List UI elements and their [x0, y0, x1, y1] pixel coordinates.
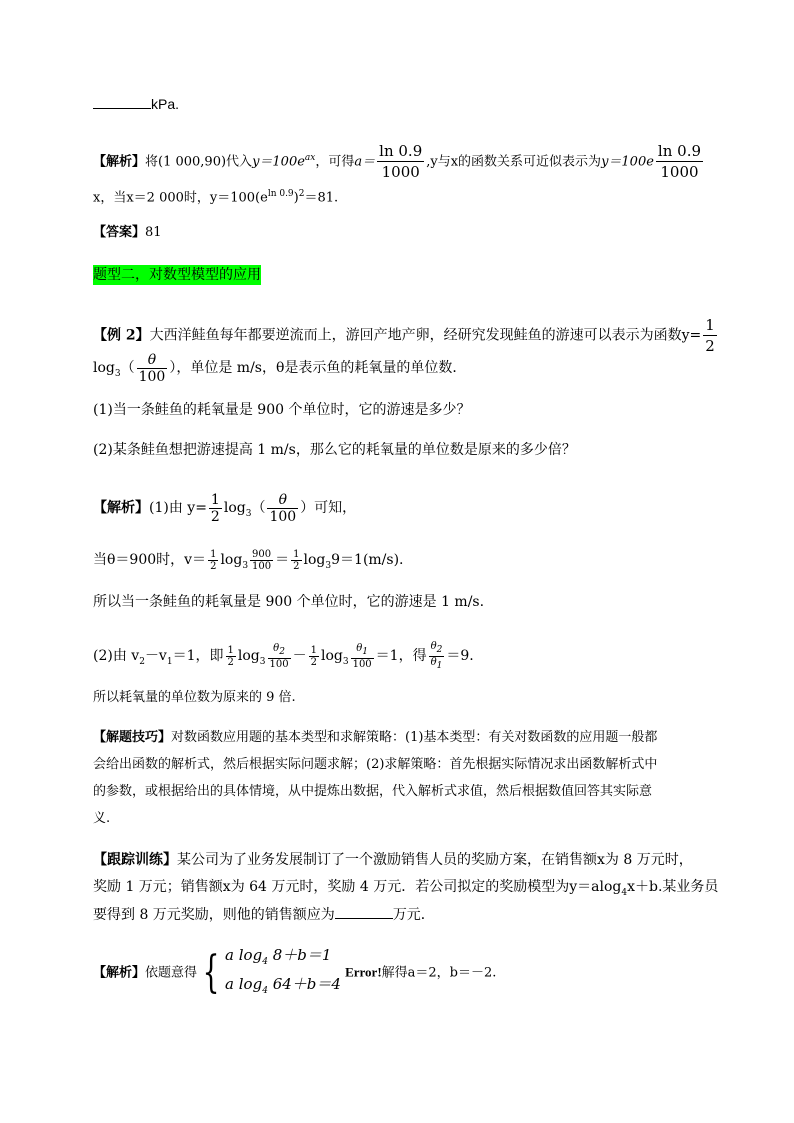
fraction-theta2-100: $\frac{\theta_2}{100}$ [269, 642, 289, 670]
fraction-half-c: $\frac{1}{2}$ [210, 548, 217, 572]
fill-blank [93, 94, 151, 109]
fraction-half-e: $\frac{1}{2}$ [227, 644, 234, 668]
fraction-ln09-1000-b: $\frac{\ln 0.9}{1000}$ [657, 142, 702, 182]
fraction-half-d: $\frac{1}{2}$ [293, 548, 300, 572]
fraction-theta-100: $\frac{\theta}{100}$ [138, 351, 166, 385]
fraction-half-f: $\frac{1}{2}$ [310, 644, 317, 668]
fraction-one-half: $\frac{1}{2}$ [705, 316, 715, 355]
example-2-line-2: $\log_3$（ $\frac{\theta}{100}$ ），单位是 m/s，θ是表示鱼的耗氧量的单位数． [93, 351, 467, 385]
tips-line-4: 义. [93, 811, 111, 826]
tips-line-1: 【解题技巧】对数函数应用题的基本类型和求解策略：(1)基本类型：有关对数函数的应用题一般都 [93, 730, 658, 745]
section-heading: 题型二，对数型模型的应用 [93, 267, 261, 283]
solution-1-line-2: x，当x＝2 000时，$y=100(e^{ln 0.9})^2=81$. [93, 189, 339, 206]
training-line-3: 要得到 8 万元奖励，则他的销售额应为 万元． [93, 904, 435, 925]
unit-kpa: kPa. [151, 96, 180, 112]
answer-1: 【答案】81 [93, 225, 162, 240]
fraction-theta-100-b: $\frac{\theta}{100}$ [269, 491, 297, 525]
solution-2-line-4: (2)由 $v_2-v_1=1$，即 $\frac{1}{2}$ $\log_3$ $\frac{\theta_2}{100}$ － $\frac{1}{2}$ $\log_3$ $\frac{\theta_1}{100}$ ＝1，得 $\frac{\theta_2}{\theta_1}$ ＝9. [93, 640, 474, 671]
fraction-900-100: $\frac{900}{100}$ [252, 548, 272, 572]
solution-label: 【解析】 [93, 154, 146, 170]
question-2: (2)某条鲑鱼想把游速提高 1 m/s，那么它的耗氧量的单位数是原来的多少倍？ [93, 442, 576, 458]
fraction-theta2-theta1: $\frac{\theta_2}{\theta_1}$ [430, 640, 443, 671]
solution-2-line-5: 所以耗氧量的单位数为原来的 9 倍. [93, 690, 296, 705]
solution-2-line-3: 所以当一条鲑鱼的耗氧量是 900 个单位时，它的游速是 1 m/s. [93, 594, 485, 610]
example-label: 【例 2】 [93, 327, 150, 344]
tips-line-3: 的参数，或根据给出的具体情境，从中提炼出数据，代入解析式求值，然后根据数值回答其实际意 [93, 784, 653, 799]
answer-blank-line [93, 94, 179, 115]
fraction-ln09-1000: $\frac{\ln 0.9}{1000}$ [379, 142, 423, 182]
tips-line-2: 会给出函数的解析式，然后根据实际问题求解；(2)求解策略：首先根据实际情况求出函数解析式中 [93, 757, 658, 772]
fraction-one-half-b: $\frac{1}{2}$ [210, 491, 220, 525]
training-line-1: 【跟踪训练】某公司为了业务发展制订了一个激励销售人员的奖励方案，在销售额x为 8 万元时， [93, 852, 693, 868]
equation-system: a $\log_4 8+b=1$ a $\log_4 64+b=4$ [225, 946, 341, 996]
fill-blank-2 [335, 904, 393, 919]
question-1: (1)当一条鲑鱼的耗氧量是 900 个单位时，它的游速是多少？ [93, 402, 471, 418]
left-brace: { [202, 947, 220, 998]
error-marker: Error! [345, 964, 382, 980]
example-2-line-1: 【例 2】大西洋鲑鱼每年都要逆流而上，游回产地产卵，经研究发现鲑鱼的游速可以表示为函数y= $\frac{1}{2}$ [93, 316, 715, 355]
training-line-2: 奖励 1 万元；销售额x为 64 万元时，奖励 4 万元．若公司拟定的奖励模型为y＝alog$_4$x＋b.某业务员 [93, 879, 719, 898]
fraction-theta1-100: $\frac{\theta_1}{100}$ [352, 642, 372, 670]
solution-2-line-2: 当θ＝900时，v＝ $\frac{1}{2}$ $\log_3$ $\frac{900}{100}$ ＝ $\frac{1}{2}$ $\log_39=1(m/s)$. [93, 548, 404, 572]
solution-1-line-1: 【解析】将(1 000,90)代入$y=100e^{ax}$，可得a＝ $\frac{\ln 0.9}{1000}$ ,y与x的函数关系可近似表示为y＝100e $\frac{\ln 0.9}{1000}$ [93, 142, 702, 182]
solution-2-line-1: 【解析】(1)由 y= $\frac{1}{2}$ $\log_3$（ $\frac{\theta}{100}$ ）可知， [93, 491, 357, 525]
solution-3: 【解析】依题意得 { a $\log_4 8+b=1$ a $\log_4 64+b=4$ Error!解得a＝2，b＝－2. [93, 944, 496, 1002]
